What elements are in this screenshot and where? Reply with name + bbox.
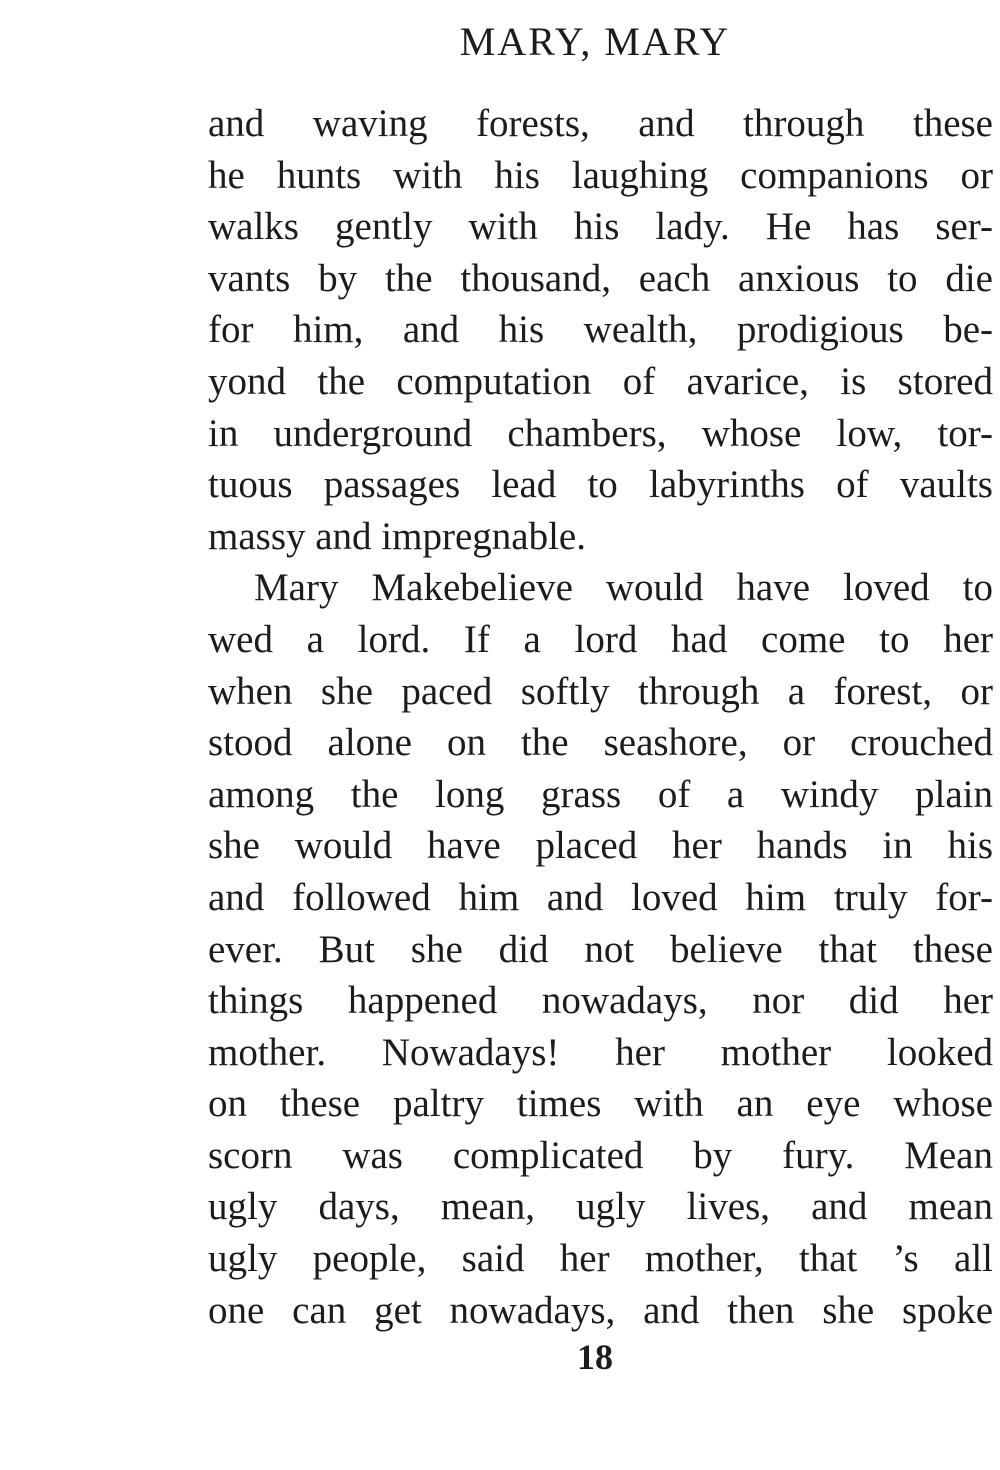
text-line: things happened nowadays, nor did her — [208, 979, 993, 1023]
text-line: among the long grass of a windy plain — [208, 772, 993, 816]
text-line: vants by the thousand, each anxious to die — [208, 256, 993, 300]
running-head: MARY, MARY — [459, 19, 731, 64]
text-line: ugly people, said her mother, that ’s all — [208, 1237, 993, 1281]
text-line: on these paltry times with an eye whose — [208, 1082, 993, 1126]
text-line: and waving forests, and through these — [208, 102, 993, 145]
text-line: and followed him and loved him truly for- — [208, 875, 993, 919]
text-line: she would have placed her hands in his — [208, 824, 993, 868]
text-line: when she paced softly through a forest, or — [208, 669, 993, 713]
text-line: he hunts with his laughing companions or — [208, 153, 993, 197]
text-line: for him, and his wealth, prodigious be- — [208, 308, 993, 352]
text-line: one can get nowadays, and then she spoke — [208, 1288, 993, 1332]
text-line: walks gently with his lady. He has ser- — [208, 205, 993, 249]
text-line: in underground chambers, whose low, tor- — [208, 411, 993, 455]
text-line: yond the computation of avarice, is stored — [208, 359, 993, 403]
text-line: massy and impregnable. — [208, 514, 586, 558]
text-line: Mary Makebelieve would have loved to — [254, 566, 993, 610]
text-line: scorn was complicated by fury. Mean — [208, 1133, 993, 1177]
text-line: ugly days, mean, ugly lives, and mean — [208, 1185, 993, 1229]
body-text — [208, 98, 993, 1336]
text-line: tuous passages lead to labyrinths of vaults — [208, 463, 993, 507]
text-line: wed a lord. If a lord had come to her — [208, 617, 993, 661]
text-line: ever. But she did not believe that these — [208, 927, 993, 971]
page-number: 18 — [577, 1337, 613, 1377]
text-line: mother. Nowadays! her mother looked — [208, 1030, 993, 1074]
text-line: stood alone on the seashore, or crouched — [208, 721, 993, 765]
